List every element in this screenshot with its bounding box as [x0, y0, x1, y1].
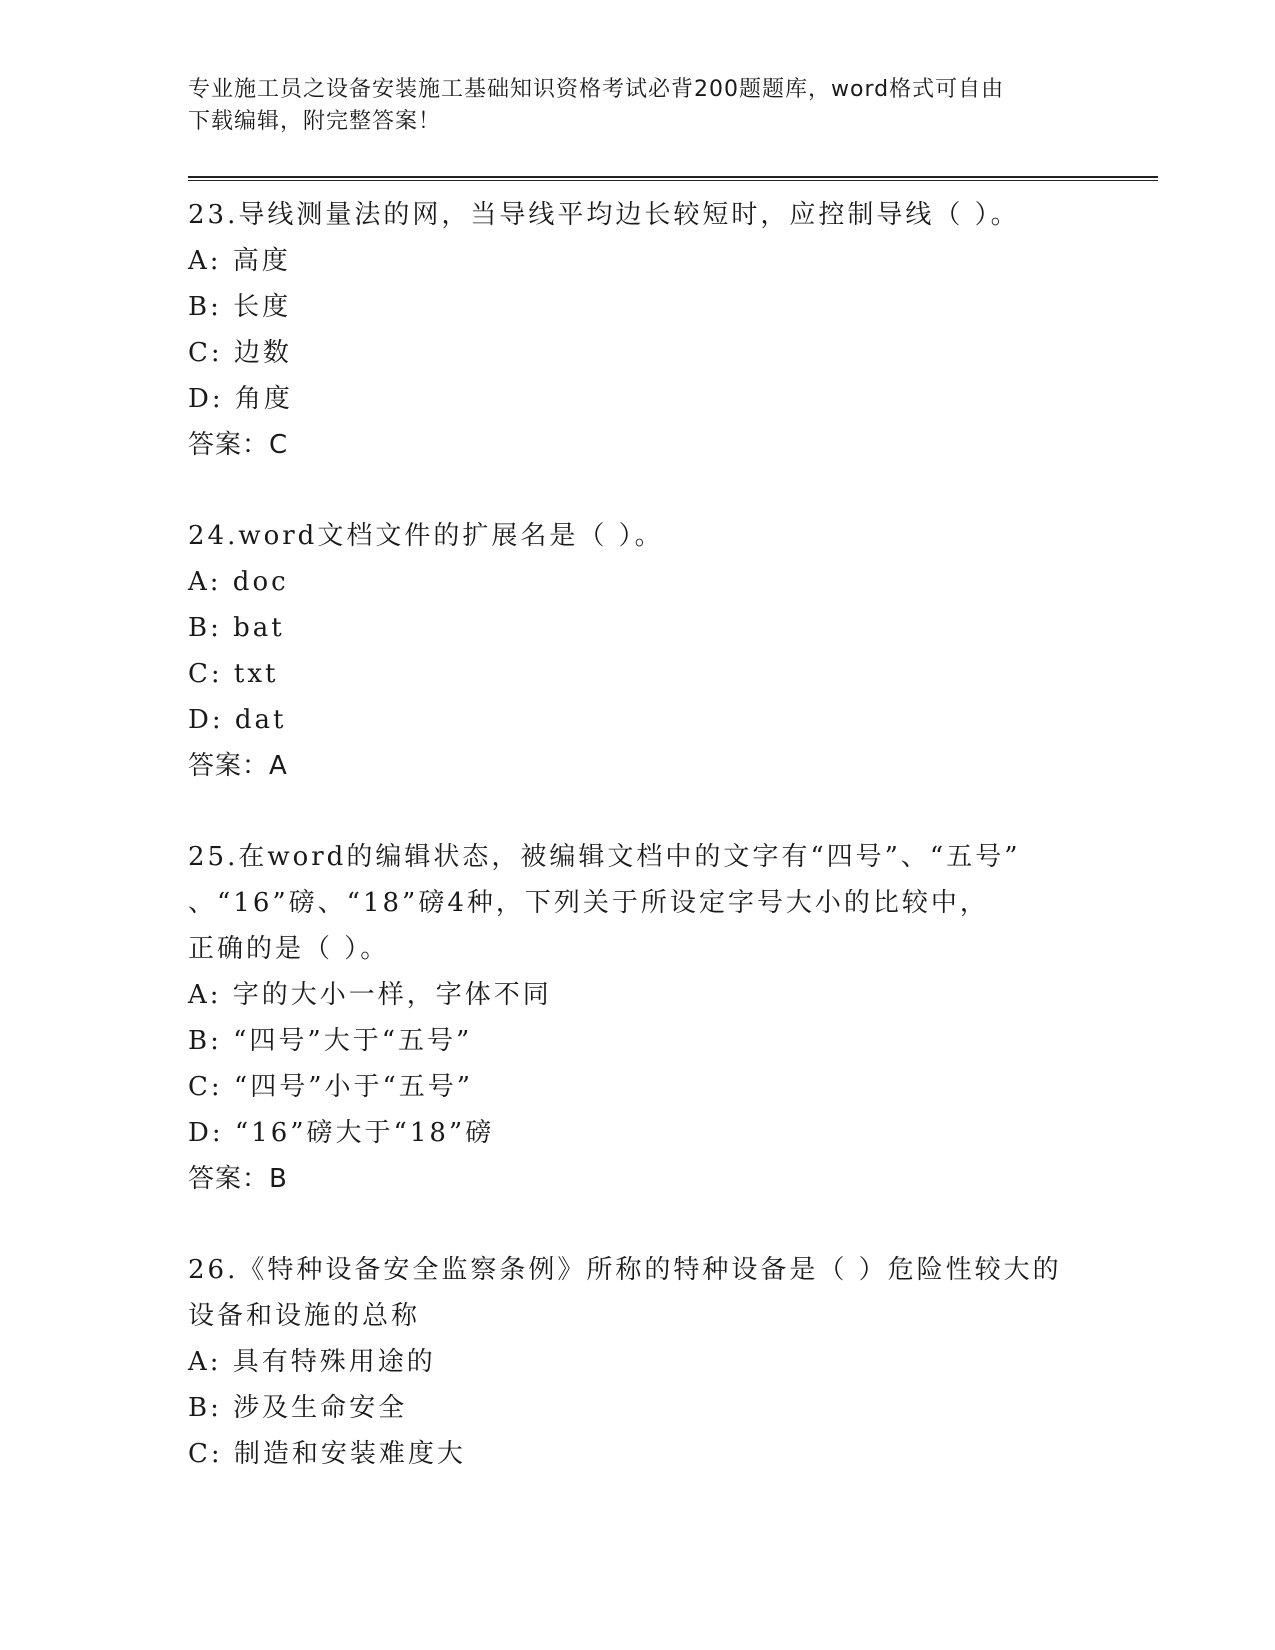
header-line-2: 下载编辑，附完整答案！ [188, 109, 442, 134]
question-25 [188, 834, 1088, 1202]
question-24 [188, 513, 1088, 789]
option-b: B: bat [188, 613, 285, 643]
question-text-line-2: 设备和设施的总称 [188, 1301, 421, 1331]
option-c: C: 制造和安装难度大 [188, 1439, 466, 1469]
option-a: A: 具有特殊用途的 [188, 1347, 436, 1377]
header-divider [188, 176, 1158, 181]
option-c: C: “四号”小于“五号” [188, 1072, 474, 1102]
question-23 [188, 192, 1088, 468]
question-text-line-1: 25.在word的编辑状态，被编辑文档中的文字有“四号”、“五号” [188, 842, 1021, 872]
option-d: D: 角度 [188, 384, 293, 414]
question-text: 24.word文档文件的扩展名是（ ）。 [188, 521, 664, 551]
answer: 答案：A [188, 751, 288, 781]
question-text-line-1: 26.《特种设备安全监察条例》所称的特种设备是（ ）危险性较大的 [188, 1255, 1062, 1285]
option-d: D: dat [188, 705, 287, 735]
answer: 答案：B [188, 1164, 288, 1194]
option-c: C: 边数 [188, 338, 292, 368]
answer: 答案：C [188, 430, 289, 460]
document-header [188, 74, 1068, 138]
option-b: B: “四号”大于“五号” [188, 1026, 473, 1056]
option-d: D: “16”磅大于“18”磅 [188, 1118, 495, 1148]
question-list [188, 192, 1088, 1522]
header-line-1: 专业施工员之设备安装施工基础知识资格考试必背200题题库，word格式可自由 [188, 77, 1005, 102]
question-text: 23.导线测量法的网，当导线平均边长较短时，应控制导线（ ）。 [188, 200, 1020, 230]
question-text-line-3: 正确的是（ ）。 [188, 934, 390, 964]
option-a: A: doc [188, 567, 289, 597]
option-b: B: 涉及生命安全 [188, 1393, 408, 1423]
option-b: B: 长度 [188, 292, 292, 322]
option-c: C: txt [188, 659, 279, 689]
question-text-line-2: 、“16”磅、“18”磅4种，下列关于所设定字号大小的比较中， [188, 888, 989, 918]
option-a: A: 字的大小一样，字体不同 [188, 980, 552, 1010]
option-a: A: 高度 [188, 246, 291, 276]
question-26 [188, 1247, 1088, 1477]
